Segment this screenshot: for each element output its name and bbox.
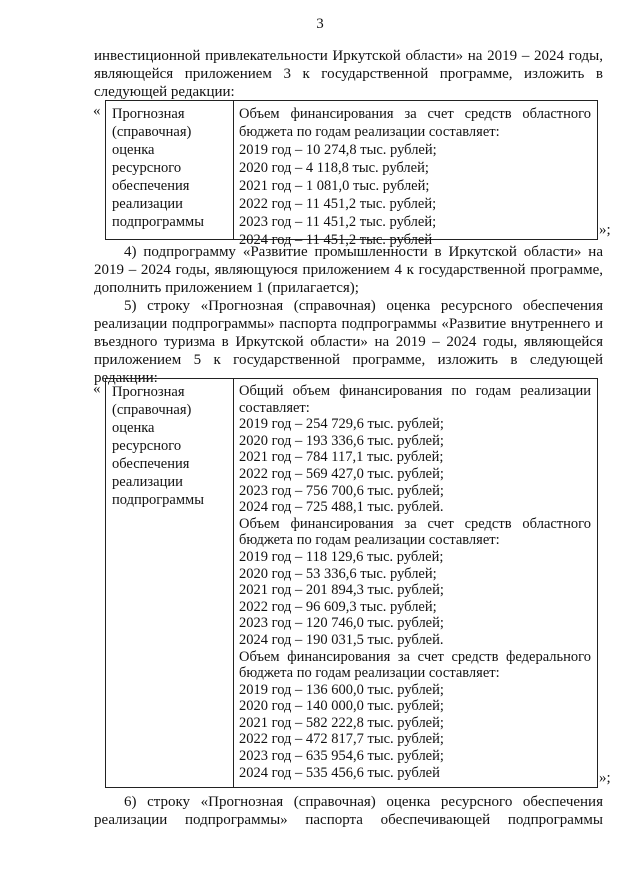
table2-right-line: 2021 год – 582 222,8 тыс. рублей; bbox=[239, 714, 444, 731]
para6-line-1: 6) строку «Прогнозная (справочная) оценка ресурсного обеспечения bbox=[124, 794, 603, 810]
para5-line-1: 5) строку «Прогнозная (справочная) оценка ресурсного обеспечения bbox=[124, 298, 603, 314]
table2-right-line: 2023 год – 756 700,6 тыс. рублей; bbox=[239, 482, 444, 499]
table1-left-line: обеспечения bbox=[112, 178, 190, 194]
table2-left-line: ресурсного bbox=[112, 438, 182, 454]
table1-right-line: 2024 год – 11 451,2 тыс. рублей bbox=[239, 232, 433, 248]
table2-right-line: Объем финансирования за счет средств федерального bbox=[239, 648, 591, 665]
table1-right-line: 2022 год – 11 451,2 тыс. рублей; bbox=[239, 196, 437, 212]
table2-right-line: 2019 год – 136 600,0 тыс. рублей; bbox=[239, 681, 444, 698]
table2-left-line: Прогнозная bbox=[112, 384, 185, 400]
table2-right-cell bbox=[239, 383, 591, 781]
table2-right-line: 2024 год – 535 456,6 тыс. рублей bbox=[239, 764, 440, 781]
table2-right-line: 2022 год – 472 817,7 тыс. рублей; bbox=[239, 731, 444, 748]
para4-line-1: 4) подпрограмму «Развитие промышленности в Иркутской области» на bbox=[124, 244, 603, 260]
table2-divider bbox=[233, 379, 234, 787]
table2-right-line: 2019 год – 118 129,6 тыс. рублей; bbox=[239, 548, 444, 565]
para5-line-5: редакции: bbox=[94, 370, 158, 386]
table2-right-line: 2020 год – 140 000,0 тыс. рублей; bbox=[239, 698, 444, 715]
table2-left-cell bbox=[112, 383, 204, 509]
table2-right-line: 2021 год – 201 894,3 тыс. рублей; bbox=[239, 582, 444, 599]
table1-right-cell bbox=[239, 105, 591, 249]
table2-right-line: 2019 год – 254 729,6 тыс. рублей; bbox=[239, 416, 444, 433]
table2-right-line: бюджета по годам реализации составляет: bbox=[239, 532, 500, 549]
table1-right-line: Объем финансирования за счет средств областного bbox=[239, 106, 591, 122]
table1-left-line: реализации bbox=[112, 196, 183, 212]
table2-right-line: 2023 год – 120 746,0 тыс. рублей; bbox=[239, 615, 444, 632]
table1-left-line: (справочная) bbox=[112, 124, 192, 140]
table1-left-line: ресурсного bbox=[112, 160, 182, 176]
table1 bbox=[105, 100, 598, 248]
table2-left-line: реализации bbox=[112, 474, 183, 490]
table2-right-line: 2020 год – 53 336,6 тыс. рублей; bbox=[239, 565, 437, 582]
table2-right-line: 2021 год – 784 117,1 тыс. рублей; bbox=[239, 449, 444, 466]
table2-right-line: Объем финансирования за счет средств областного bbox=[239, 515, 591, 532]
table1-right-line: 2020 год – 4 118,8 тыс. рублей; bbox=[239, 160, 429, 176]
table2-left-line: оценка bbox=[112, 420, 155, 436]
table2-close-quote: »; bbox=[599, 770, 611, 786]
intro-line-2: являющейся приложением 3 к государственной программе, изложить в bbox=[94, 66, 603, 82]
para5-line-3: въездного туризма в Иркутской области» на 2019 – 2024 годы, являющейся bbox=[94, 334, 603, 350]
intro-line-3: следующей редакции: bbox=[94, 84, 235, 100]
table2-right-line: 2022 год – 569 427,0 тыс. рублей; bbox=[239, 465, 444, 482]
table2-left-line: подпрограммы bbox=[112, 492, 204, 508]
table2-right-line: 2024 год – 190 031,5 тыс. рублей. bbox=[239, 631, 444, 648]
para6-line-2: реализации подпрограммы» паспорта обеспечивающей подпрограммы bbox=[94, 812, 603, 828]
table2-right-line: составляет: bbox=[239, 399, 310, 416]
table2 bbox=[105, 378, 598, 788]
table2-right-line: 2024 год – 725 488,1 тыс. рублей. bbox=[239, 499, 444, 516]
table2-right-line: 2020 год – 193 336,6 тыс. рублей; bbox=[239, 432, 444, 449]
table1-close-quote: »; bbox=[599, 222, 611, 238]
table2-left-line: обеспечения bbox=[112, 456, 190, 472]
table1-divider bbox=[233, 101, 234, 239]
table2-right-line: бюджета по годам реализации составляет: bbox=[239, 665, 500, 682]
table2-left-line: (справочная) bbox=[112, 402, 192, 418]
table1-open-quote: « bbox=[93, 103, 101, 119]
intro-line-1: инвестиционной привлекательности Иркутской области» на 2019 – 2024 годы, bbox=[94, 48, 603, 64]
table1-right-line: бюджета по годам реализации составляет: bbox=[239, 124, 500, 140]
para4-line-3: дополнить приложением 1 (прилагается); bbox=[94, 280, 359, 296]
table2-right-line: 2022 год – 96 609,3 тыс. рублей; bbox=[239, 598, 437, 615]
para4-line-2: 2019 – 2024 годы, являющуюся приложением 4 к государственной программе, bbox=[94, 262, 603, 278]
table1-left-cell bbox=[112, 105, 204, 231]
page-number: 3 bbox=[316, 16, 324, 32]
table2-right-line: Общий объем финансирования по годам реализации bbox=[239, 383, 591, 399]
table1-left-line: Прогнозная bbox=[112, 106, 185, 122]
table2-open-quote: « bbox=[93, 381, 101, 397]
table1-left-line: подпрограммы bbox=[112, 214, 204, 230]
table1-right-line: 2023 год – 11 451,2 тыс. рублей; bbox=[239, 214, 437, 230]
table2-right-line: 2023 год – 635 954,6 тыс. рублей; bbox=[239, 748, 444, 765]
table1-right-line: 2019 год – 10 274,8 тыс. рублей; bbox=[239, 142, 437, 158]
table1-left-line: оценка bbox=[112, 142, 155, 158]
para5-line-2: реализации подпрограммы» паспорта подпрограммы «Развитие внутреннего и bbox=[94, 316, 603, 332]
table1-right-line: 2021 год – 1 081,0 тыс. рублей; bbox=[239, 178, 430, 194]
para5-line-4: приложением 5 к государственной программе, изложить в следующей bbox=[94, 352, 603, 368]
